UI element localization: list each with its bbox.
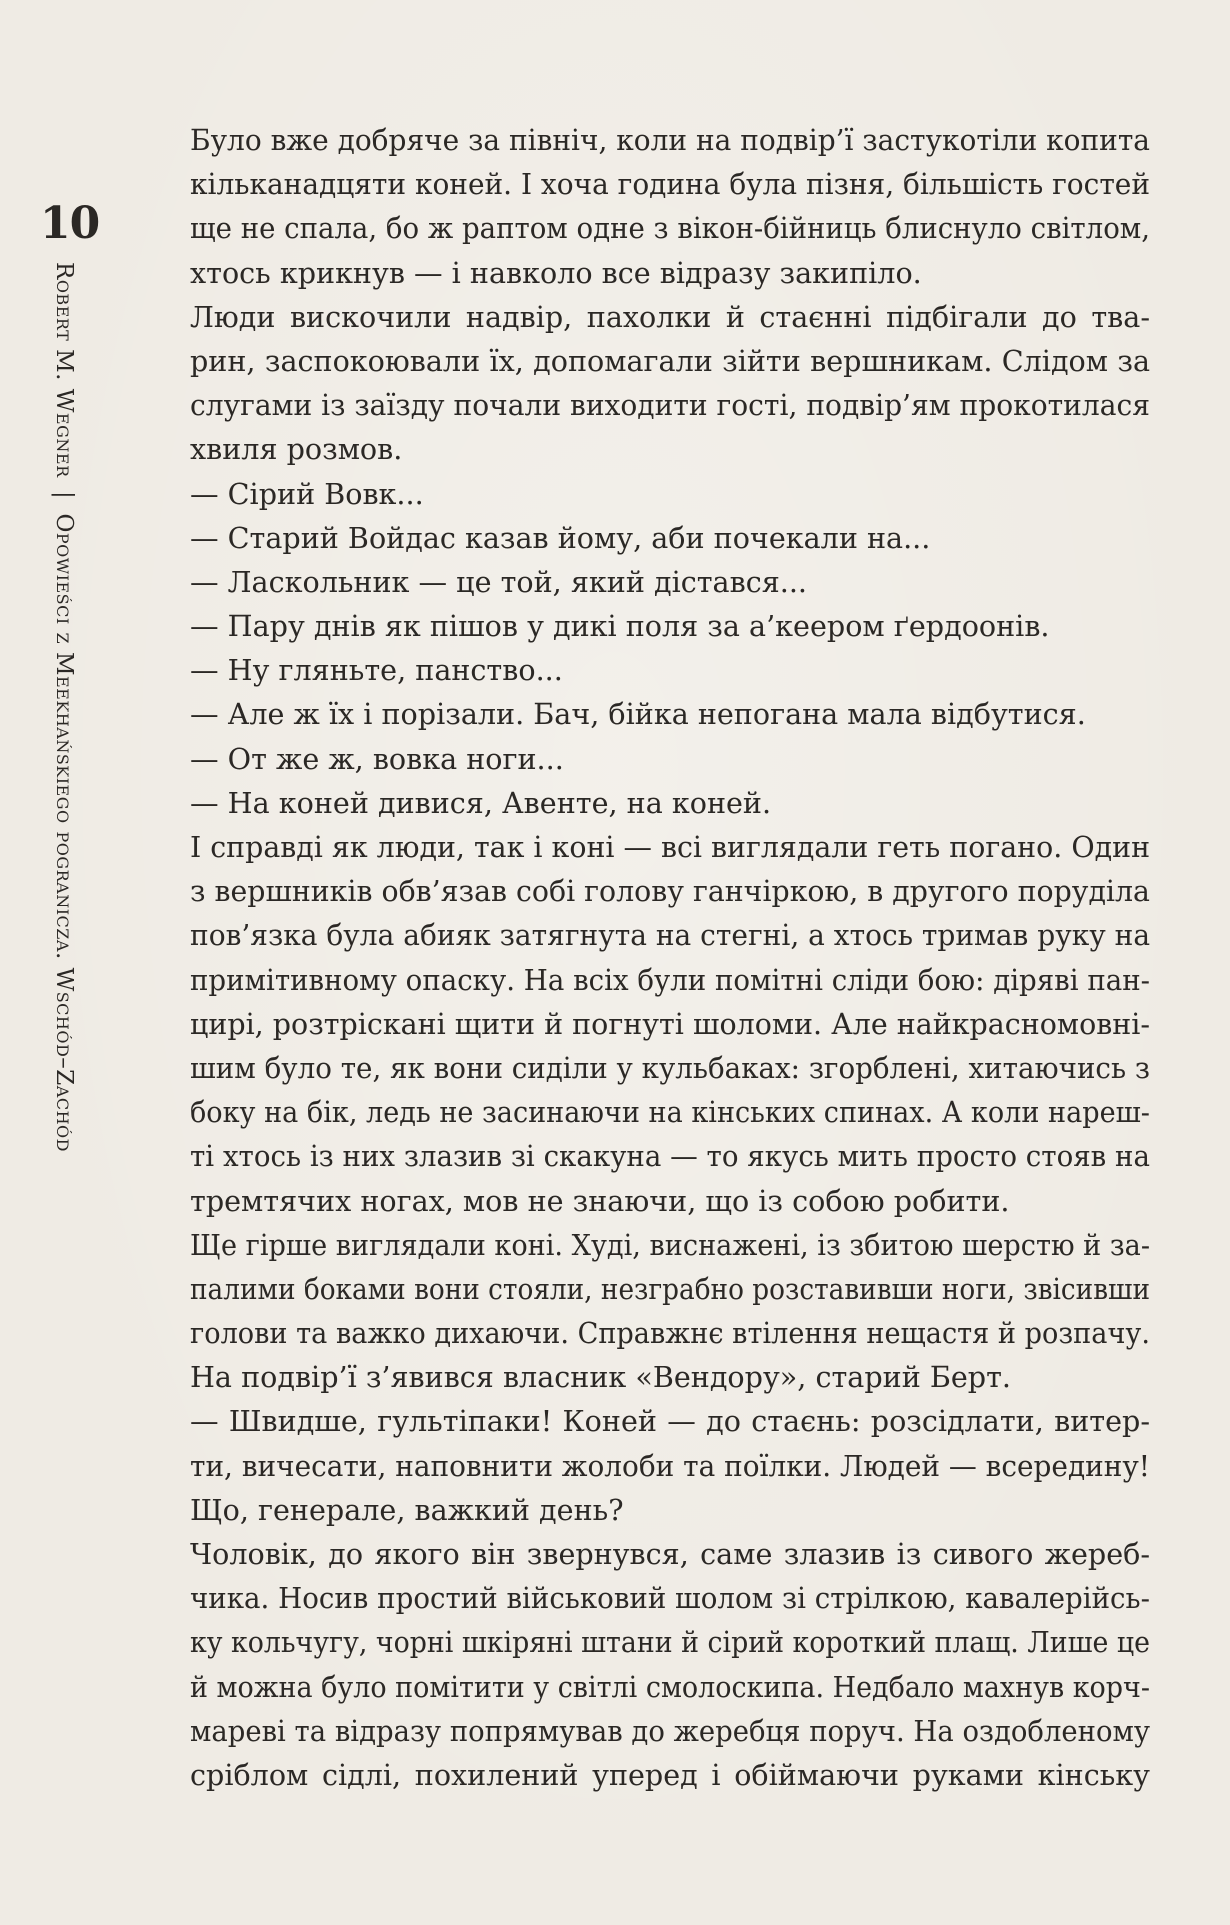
text-line: ще не спала, бо ж раптом одне з вікон-бійниць блиснуло світлом, xyxy=(190,211,1151,246)
text-line: хтось крикнув — і навколо все відразу закипіло. xyxy=(190,255,922,290)
page-number: 10 xyxy=(40,198,100,249)
text-line: тремтячих ногах, мов не знаючи, що із собою робити. xyxy=(190,1183,1010,1218)
text-line: ку кольчугу, чорні шкіряні штани й сірий короткий плащ. Лише це xyxy=(190,1625,1150,1660)
text-line: Ще гірше виглядали коні. Худі, виснажені, із збитою шерстю й за- xyxy=(190,1227,1150,1262)
text-line: ти, вичесати, наповнити жолоби та поїлки. Людей — всередину! xyxy=(190,1448,1151,1483)
text-line: Що, генерале, важкий день? xyxy=(190,1492,624,1527)
text-line: слугами із заїзду почали виходити гості, подвір’ям прокотилася xyxy=(190,388,1150,423)
text-line: шим було те, як вони сиділи у кульбаках: згорблені, хитаючись з xyxy=(190,1050,1150,1085)
text-line: палими боками вони стояли, незграбно розставивши ноги, звісивши xyxy=(190,1271,1151,1306)
text-line: рин, заспокоювали їх, допомагали зійти вершникам. Слідом за xyxy=(190,343,1150,378)
text-line: голови та важко дихаючи. Справжнє втілення нещастя й розпачу. xyxy=(190,1316,1151,1351)
running-head-author: Robert M. Wegner xyxy=(51,262,77,478)
text-line: І справді як люди, так і коні — всі виглядали геть погано. Один xyxy=(190,830,1151,864)
text-line: — Швидше, гультіпаки! Коней — до стаєнь: розсідлати, витер- xyxy=(190,1404,1150,1439)
text-line: — Пару днів як пішов у дикі поля за а’кеером ґердоонів. xyxy=(190,609,1050,644)
text-line: боку на бік, ледь не засинаючи на кінських спинах. А коли нареш- xyxy=(190,1095,1150,1130)
text-line: примітивному опаску. На всіх були помітні сліди бою: діряві пан- xyxy=(190,962,1150,997)
text-line: На подвір’ї з’явився власник «Вендору», старий Берт. xyxy=(190,1360,1011,1395)
text-line: кільканадцяти коней. І хоча година була пізня, більшість гостей xyxy=(190,167,1151,202)
text-line: — На коней дивися, Авенте, на коней. xyxy=(190,785,772,820)
body-text xyxy=(190,118,1150,1797)
text-line: — Сірий Вовк... xyxy=(190,476,424,511)
running-head xyxy=(52,262,75,1152)
text-line: — От же ж, вовка ноги... xyxy=(190,741,564,776)
text-line: — Ласкольник — це той, який дістався... xyxy=(190,564,808,599)
text-line: мареві та відразу попрямував до жеребця поруч. На оздобленому xyxy=(190,1713,1151,1748)
text-line: сріблом сідлі, похилений уперед і обіймаючи руками кінську xyxy=(190,1757,1150,1792)
text-line: Чоловік, до якого він звернувся, саме злазив із сивого жереб- xyxy=(190,1537,1150,1571)
text-line: хвиля розмов. xyxy=(190,432,403,467)
text-line: чика. Носив простий військовий шолом зі стрілкою, кавалерійсь- xyxy=(190,1581,1150,1616)
text-line: ті хтось із них злазив зі скакуна — то якусь мить просто стояв на xyxy=(190,1139,1150,1174)
text-line: цирі, розтріскані щити й погнуті шоломи. Але найкрасномовні- xyxy=(190,1006,1151,1041)
text-line: з вершників обв’язав собі голову ганчіркою, в другого порудiла xyxy=(190,874,1150,909)
text-line: й можна було помітити у світлі смолоскипа. Недбало махнув корч- xyxy=(190,1669,1150,1704)
text-line: — Ну гляньте, панство... xyxy=(190,653,563,688)
running-head-title: Opowieści z Meekhańskiego pogranicza. Wschód–Zachód xyxy=(51,513,77,1152)
text-line: Люди вискочили надвір, пахолки й стаєнні підбігали до тва- xyxy=(190,299,1150,334)
text-line: — Старий Войдас казав йому, аби почекали на... xyxy=(190,520,931,555)
text-line: Було вже добряче за північ, коли на подвір’ї застукотіли копита xyxy=(190,123,1151,157)
running-head-separator: | xyxy=(51,491,77,500)
text-line: — Але ж їх і порізали. Бач, бійка непогана мала відбутися. xyxy=(190,697,1086,732)
text-line: пов’язка була абияк затягнута на стегні, а хтось тримав руку на xyxy=(190,918,1151,953)
